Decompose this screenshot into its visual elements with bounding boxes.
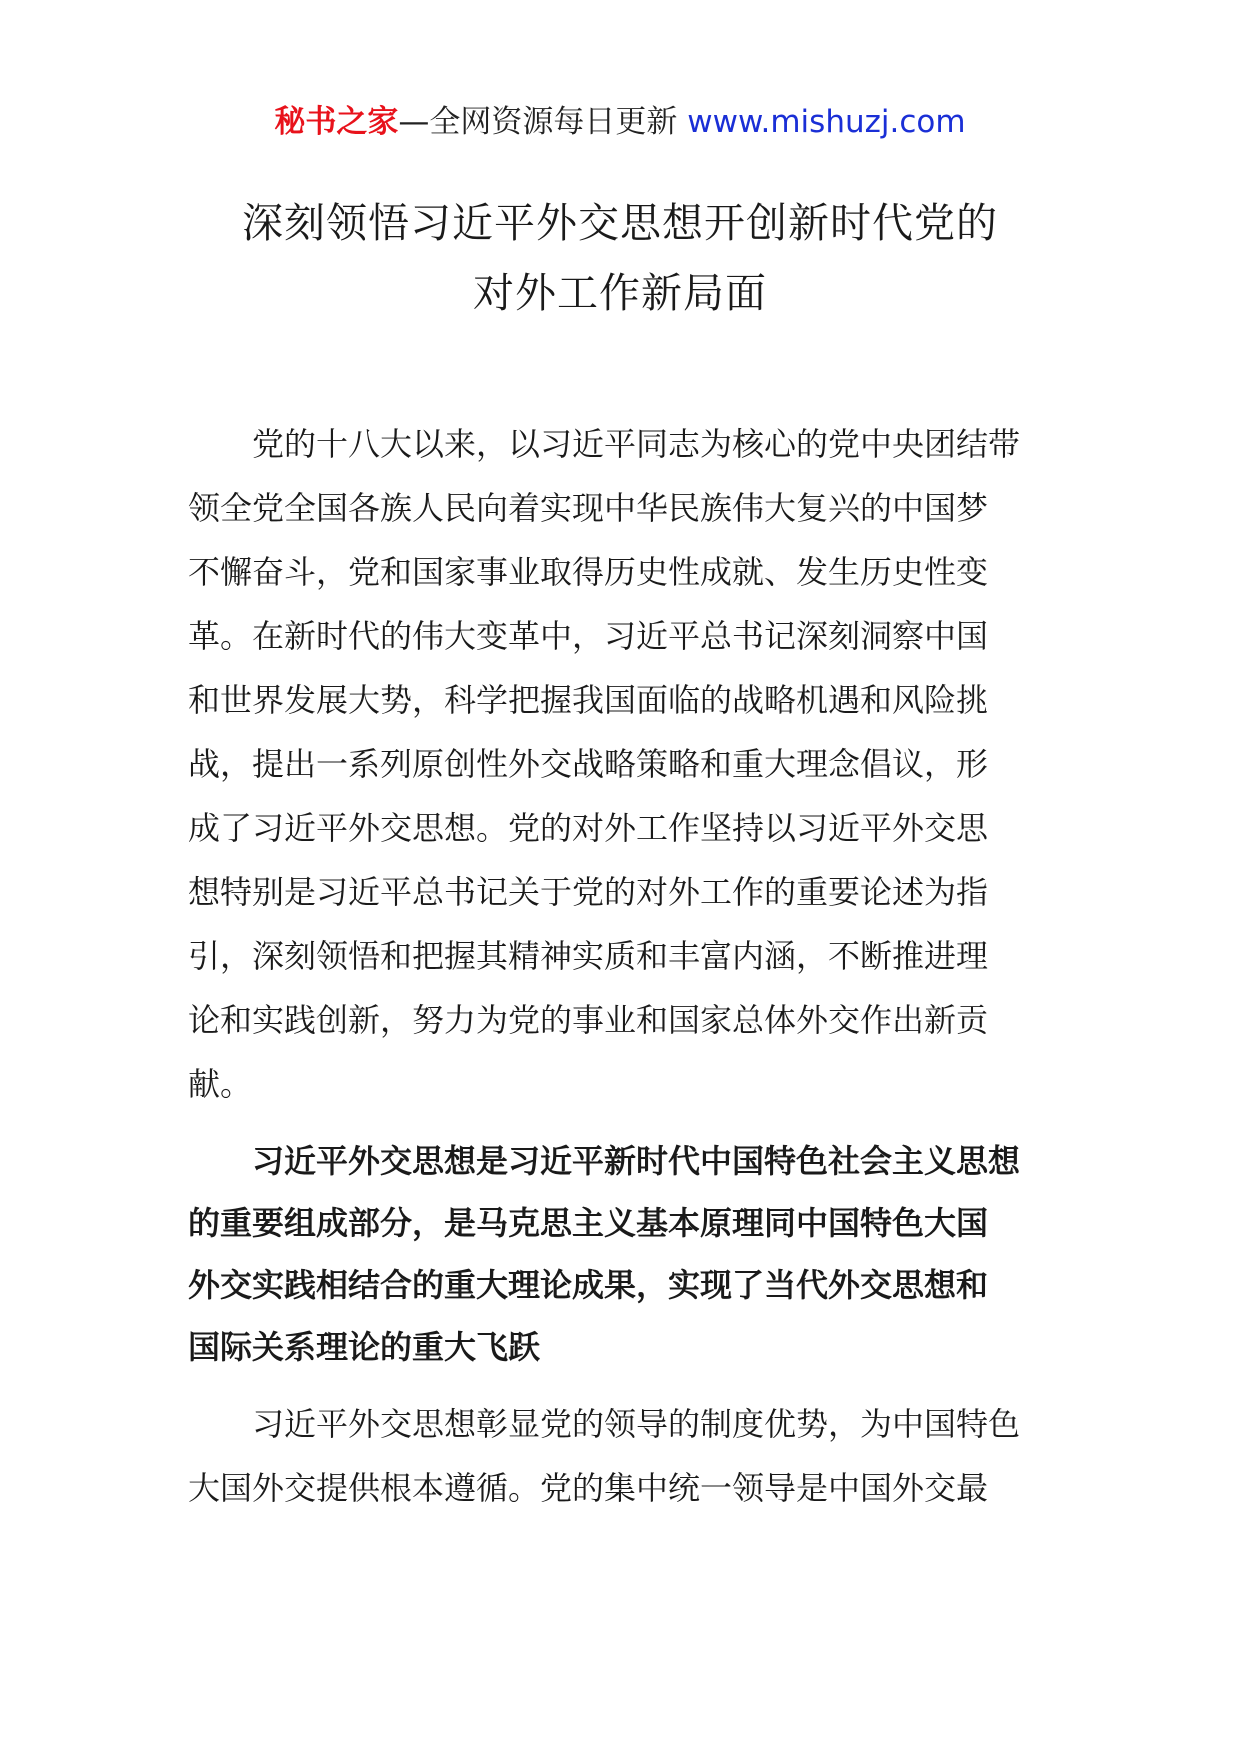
paragraph-line: 革。在新时代的伟大变革中，习近平总书记深刻洞察中国 (188, 617, 989, 655)
title-line-2: 对外工作新局面 (473, 269, 767, 317)
paragraph-intro (188, 412, 1040, 1116)
document-title (150, 188, 1090, 328)
paragraph-line: 论和实践创新，努力为党的事业和国家总体外交作出新贡 (188, 1001, 989, 1039)
heading-line: 习近平外交思想是习近平新时代中国特色社会主义思想 (252, 1142, 1021, 1180)
brand-name: 秘书之家 (274, 104, 399, 140)
heading-line: 外交实践相结合的重大理论成果，实现了当代外交思想和 (188, 1266, 989, 1304)
paragraph-line: 党的十八大以来，以习近平同志为核心的党中央团结带 (252, 425, 1021, 463)
paragraph-line: 领全党全国各族人民向着实现中华民族伟大复兴的中国梦 (188, 489, 989, 527)
document-body (188, 412, 1040, 1520)
paragraph-second (188, 1392, 1040, 1520)
paragraph-line: 不懈奋斗，党和国家事业取得历史性成就、发生历史性变 (188, 553, 989, 591)
paragraph-line: 习近平外交思想彰显党的领导的制度优势，为中国特色 (252, 1405, 1021, 1443)
paragraph-line: 战，提出一系列原创性外交战略策略和重大理念倡议，形 (188, 745, 989, 783)
paragraph-line: 想特别是习近平总书记关于党的对外工作的重要论述为指 (188, 873, 989, 911)
heading-line: 国际关系理论的重大飞跃 (188, 1328, 541, 1366)
paragraph-line: 和世界发展大势，科学把握我国面临的战略机遇和风险挑 (188, 681, 989, 719)
section-heading (188, 1130, 1040, 1378)
site-url[interactable]: www.mishuzj.com (687, 104, 966, 140)
paragraph-line: 引，深刻领悟和把握其精神实质和丰富内涵，不断推进理 (188, 937, 989, 975)
title-line-1: 深刻领悟习近平外交思想开创新时代党的 (242, 199, 998, 247)
heading-line: 的重要组成部分，是马克思主义基本原理同中国特色大国 (188, 1204, 989, 1242)
paragraph-line: 成了习近平外交思想。党的对外工作坚持以习近平外交思 (188, 809, 989, 847)
site-tagline: —全网资源每日更新 (398, 104, 678, 140)
paragraph-line: 大国外交提供根本遵循。党的集中统一领导是中国外交最 (188, 1469, 989, 1507)
paragraph-line: 献。 (188, 1065, 253, 1103)
site-header (0, 102, 1240, 142)
